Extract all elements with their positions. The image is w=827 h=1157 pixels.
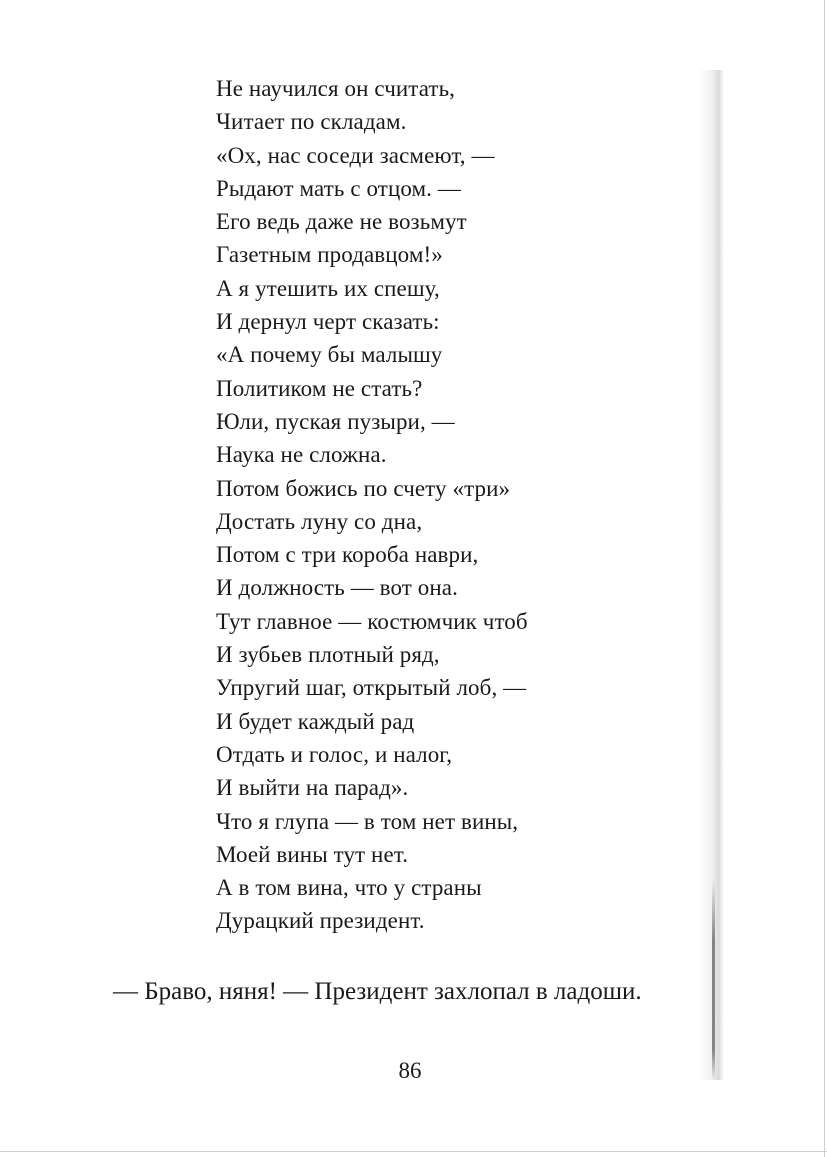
poem-line: Моей вины тут нет.	[216, 841, 409, 867]
poem-line: Наука не сложна.	[216, 442, 387, 468]
poem-line: И должность — вот она.	[216, 575, 458, 601]
poem-line: И дернул черт сказать:	[216, 309, 440, 335]
prose-line: — Браво, няня! — Президент захлопал в ладоши.	[113, 978, 642, 1005]
poem-line: Отдать и голос, и налог,	[216, 741, 453, 767]
poem-line: И зубьев плотный ряд,	[216, 642, 440, 668]
poem-line: Потом божись по счету «три»	[216, 475, 511, 501]
poem-line: А в том вина, что у страны	[216, 875, 482, 901]
poem-line: И будет каждый рад	[216, 708, 415, 734]
page-number: 86	[398, 1058, 422, 1083]
poem-line: Политиком не стать?	[216, 375, 423, 401]
poem-line: Не научился он считать,	[216, 76, 456, 101]
page-edge-bottom	[0, 1151, 827, 1152]
poem-line: Потом с три короба наври,	[216, 542, 479, 568]
poem-line: «Ох, нас соседи засмеют, —	[216, 142, 495, 168]
poem-line: Упругий шаг, открытый лоб, —	[216, 675, 527, 701]
poem-line: А я утешить их спешу,	[216, 275, 440, 301]
poem-line: Его ведь даже не возьмут	[216, 209, 467, 235]
poem-line: И выйти на парад».	[216, 775, 409, 801]
poem-line: Дурацкий президент.	[216, 908, 425, 934]
poem-line: Газетным продавцом!»	[216, 242, 443, 268]
page-edge-right	[824, 0, 825, 1157]
poem-block	[216, 72, 676, 938]
poem-line: Достать луну со дна,	[216, 508, 423, 534]
poem-line: Читает по складам.	[216, 109, 407, 135]
poem-line: Рыдают мать с отцом. —	[216, 175, 461, 201]
poem-line: Что я глупа — в том нет вины,	[216, 808, 519, 834]
poem-line: Тут главное — костюмчик чтоб	[216, 608, 528, 634]
poem-line: Юли, пуская пузыри, —	[216, 408, 455, 434]
gutter-shadow	[698, 70, 724, 1080]
poem-line: «А почему бы малышу	[216, 342, 443, 368]
